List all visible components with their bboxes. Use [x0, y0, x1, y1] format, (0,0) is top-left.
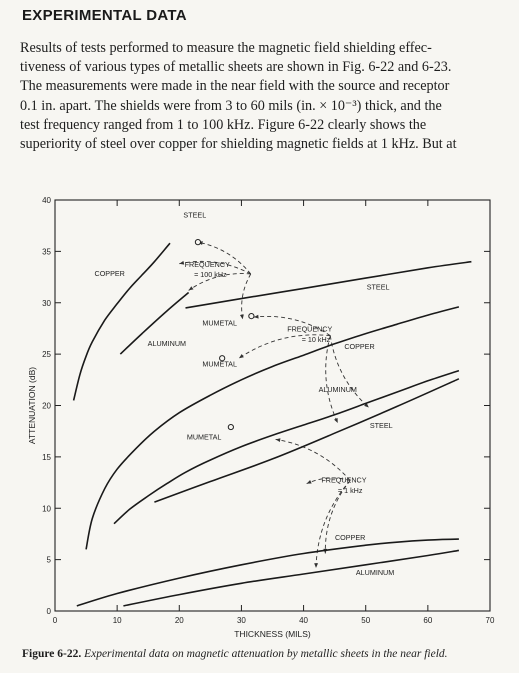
x-tick-label: 70: [485, 616, 495, 625]
y-tick-label: 10: [42, 504, 51, 514]
paragraph-line: tiveness of various types of metallic sheets are shown in Fig. 6-22 and 6-23.: [20, 59, 452, 76]
caption-label: Figure 6-22.: [22, 648, 82, 660]
x-tick-label: 60: [423, 616, 433, 625]
caption-text: Experimental data on magnetic attenuation by metallic sheets in the near field.: [84, 648, 448, 660]
arrowhead: [189, 286, 194, 290]
annotation-label: STEEL: [369, 421, 393, 431]
annotation-label: FREQUENCY: [321, 475, 367, 485]
plot-frame: [55, 200, 490, 611]
annotation-label: COPPER: [344, 341, 375, 351]
y-tick-label: 35: [42, 247, 51, 257]
annotation-label: MUMETAL: [202, 318, 237, 328]
data-marker: [228, 424, 233, 429]
arrowhead: [179, 261, 184, 265]
x-tick-label: 40: [299, 616, 309, 625]
x-tick-label: 10: [112, 616, 122, 625]
annotation-label: = 1 kHz: [337, 485, 363, 495]
paragraph-line: superiority of steel over copper for shielding magnetic fields at 1 kHz. But at: [20, 136, 457, 153]
callout-arrows: [179, 241, 369, 568]
paragraph-line: test frequency ranged from 1 to 100 kHz. Figure 6-22 clearly shows the: [20, 116, 427, 133]
paragraph-line: 0.1 in. apart. The shields were from 3 to 60 mils (in. × 10⁻³) thick, and the: [20, 97, 442, 114]
x-tick-label: 20: [174, 616, 184, 625]
plot-border: [55, 200, 490, 611]
section-heading: EXPERIMENTAL DATA: [22, 7, 187, 24]
y-tick-label: 30: [42, 298, 51, 308]
body-paragraph: [20, 39, 508, 154]
arrowhead: [239, 354, 244, 358]
figure-caption: [22, 648, 448, 660]
y-tick-label: 40: [42, 196, 51, 205]
arrowhead: [307, 480, 312, 484]
annotation-label: COPPER: [94, 269, 125, 279]
y-tick-label: 15: [42, 452, 51, 462]
arrowhead: [276, 438, 281, 442]
series-line-copper: [77, 539, 459, 606]
annotation-label: = 100 kHz: [194, 270, 227, 280]
paragraph-line: The measurements were made in the near field with the source and receptor: [20, 78, 450, 95]
y-tick-label: 0: [46, 607, 51, 616]
callout-arrow: [276, 439, 351, 480]
annotation-label: ALUMINUM: [147, 338, 187, 348]
x-axis-label: THICKNESS (MILS): [234, 629, 311, 639]
axis-ticks: [42, 196, 495, 625]
callout-arrow: [326, 336, 338, 423]
annotation-label: STEEL: [183, 210, 207, 220]
annotation-label: ALUMINUM: [318, 385, 357, 395]
y-tick-label: 25: [42, 350, 51, 360]
x-tick-label: 0: [52, 616, 58, 625]
series-group: [74, 243, 472, 606]
series-line-aluminum: [123, 550, 459, 606]
data-marker: [249, 314, 254, 319]
annotation-label: = 10 kHz: [301, 334, 331, 344]
arrowhead: [240, 314, 244, 319]
y-tick-label: 5: [46, 555, 51, 565]
data-marker: [195, 240, 200, 245]
annotation-label: COPPER: [334, 533, 366, 543]
y-tick-label: 20: [42, 401, 51, 411]
annotation-label: FREQUENCY: [184, 259, 230, 269]
x-tick-label: 50: [361, 616, 371, 625]
annotation-label: FREQUENCY: [287, 324, 333, 334]
annotation-label: MUMETAL: [202, 359, 237, 369]
attenuation-chart: [0, 190, 519, 645]
annotation-labels: [95, 210, 395, 577]
paragraph-line: Results of tests performed to measure the magnetic field shielding effec-: [20, 40, 432, 56]
y-axis-label: ATTENUATION (dB): [27, 366, 37, 445]
arrowhead: [314, 563, 318, 568]
series-line-copper: [86, 307, 459, 550]
annotation-label: MUMETAL: [186, 432, 222, 442]
x-tick-label: 30: [236, 616, 246, 625]
annotation-label: ALUMINUM: [355, 568, 395, 578]
annotation-label: STEEL: [366, 282, 390, 292]
series-line-aluminum: [114, 371, 459, 524]
